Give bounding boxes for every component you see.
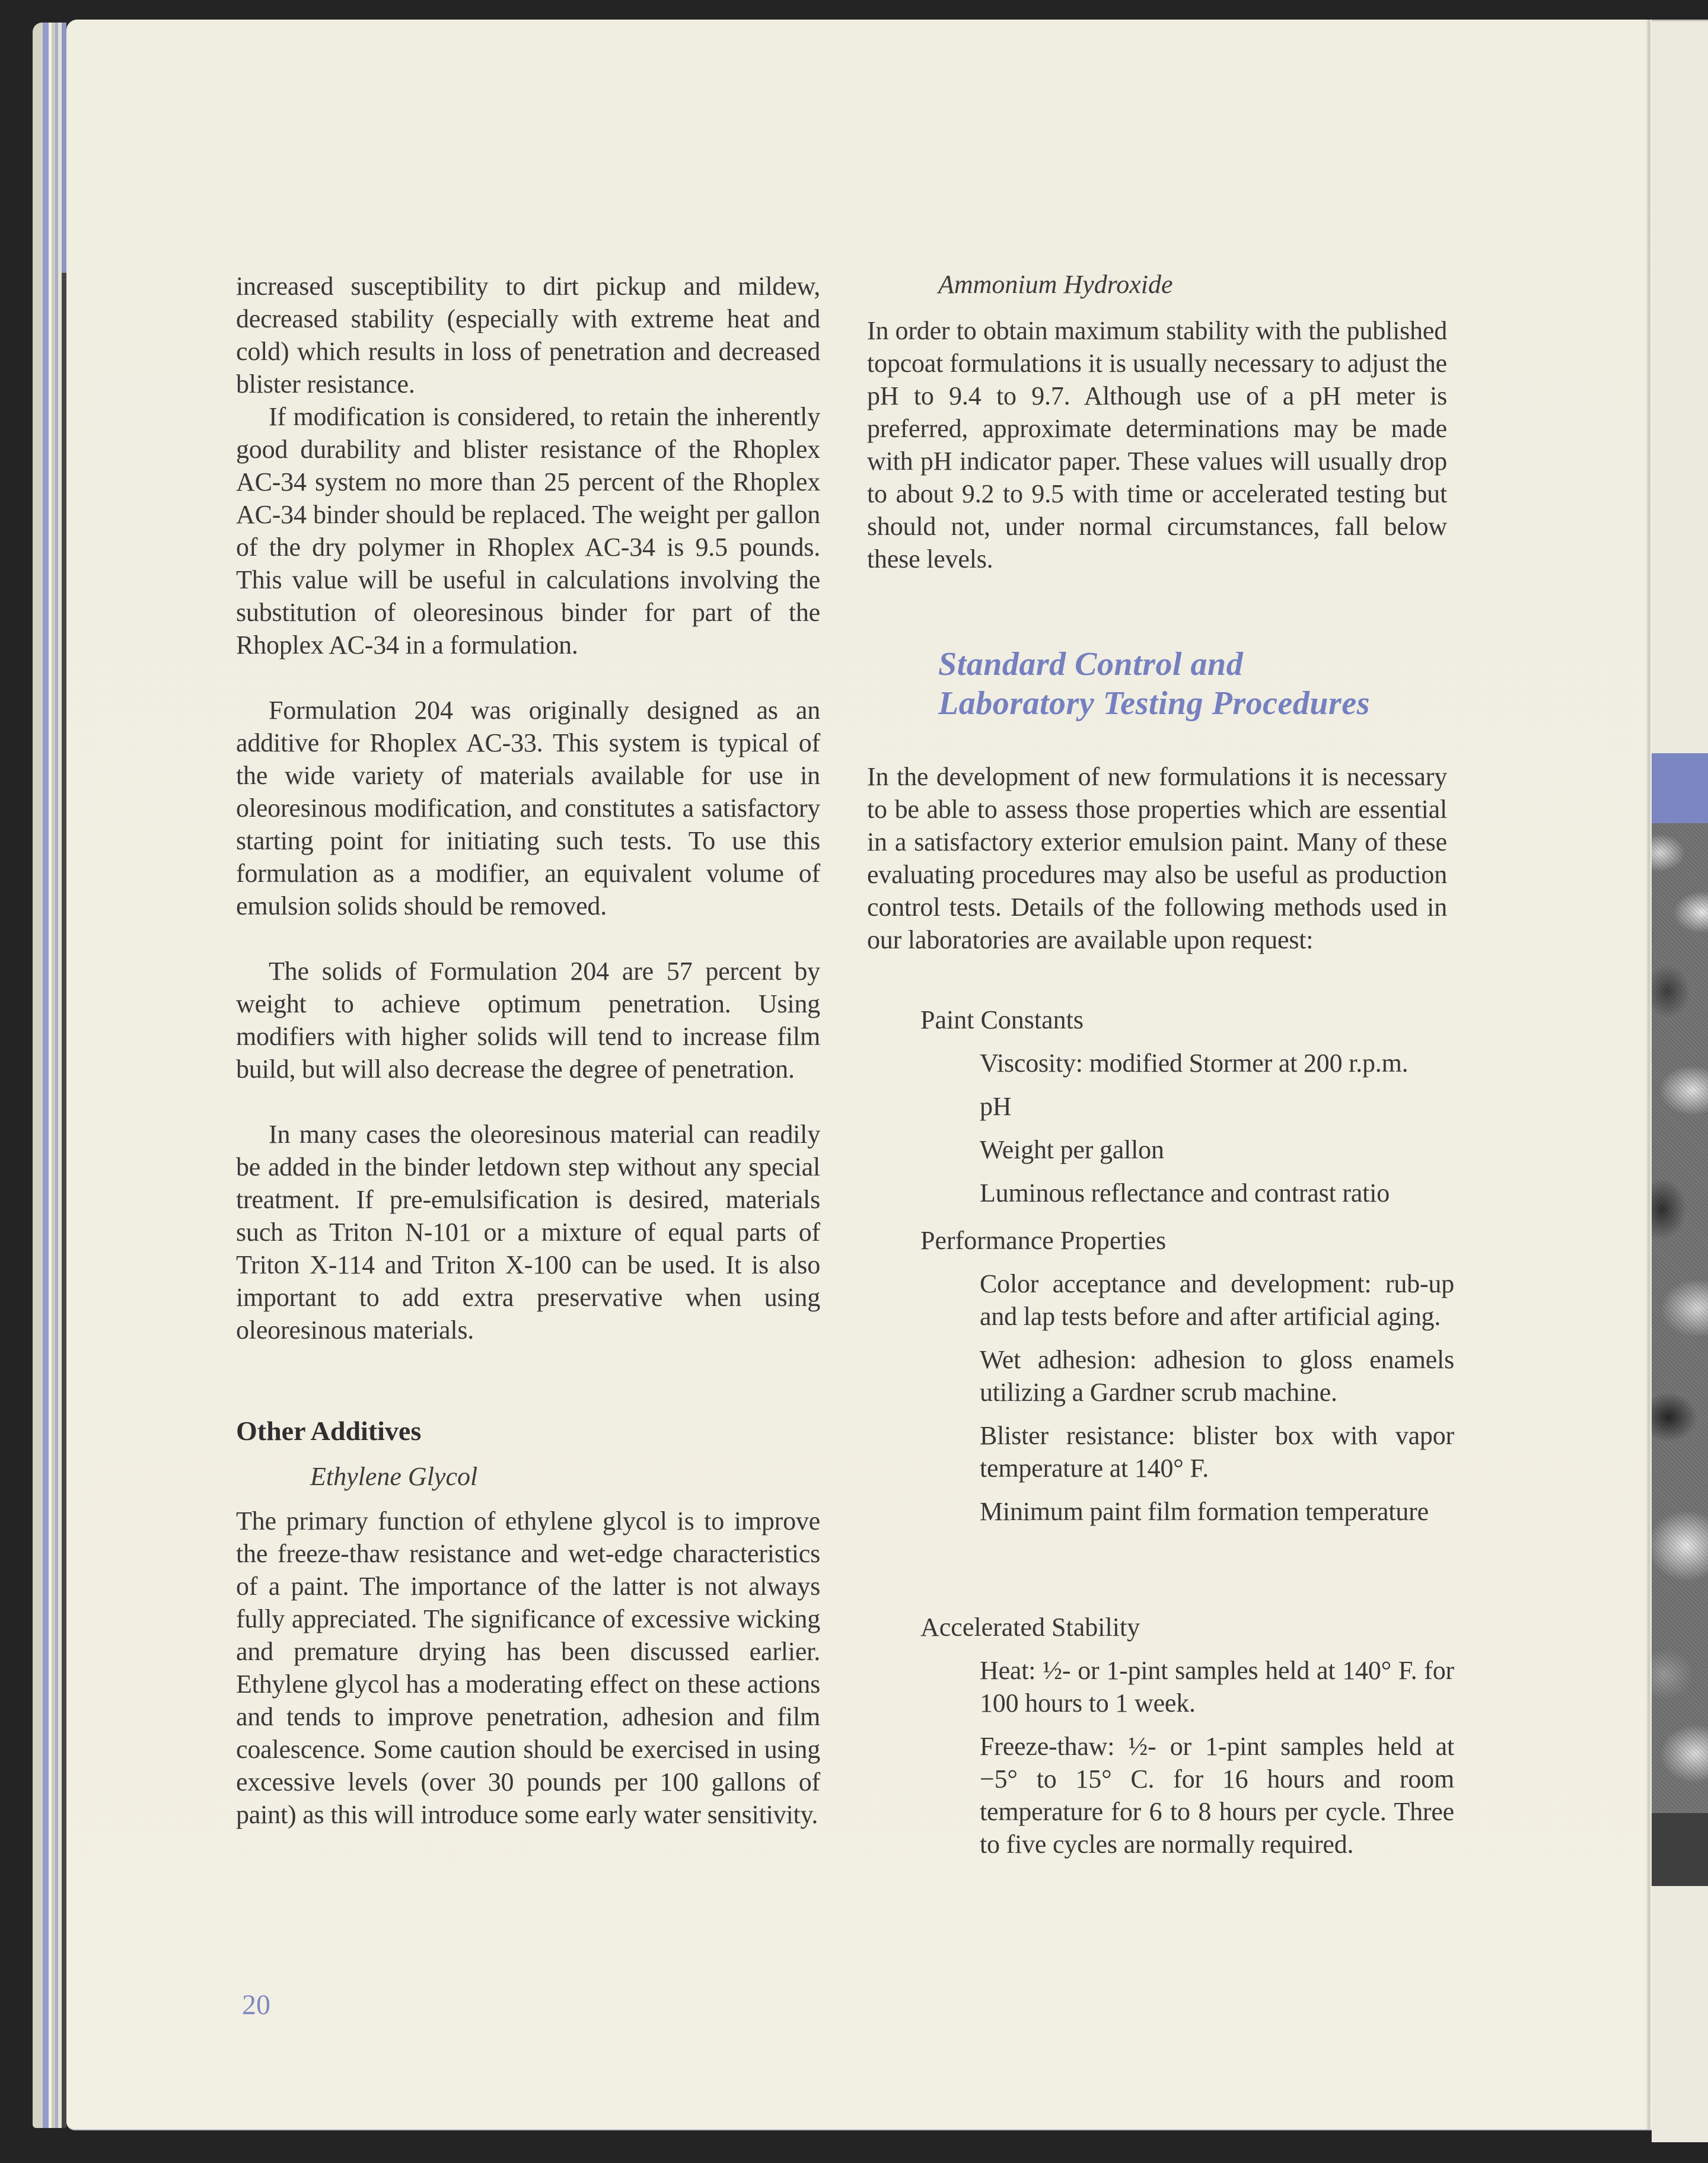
book-page xyxy=(66,20,1652,2130)
list-section-title: Accelerated Stability xyxy=(920,1613,1140,1642)
list-item: Luminous reflectance and contrast ratio xyxy=(980,1178,1390,1208)
list-item: pH xyxy=(980,1092,1012,1121)
next-page-dark-band xyxy=(1652,1813,1708,1886)
blue-section-heading-line1: Standard Control and xyxy=(938,646,1244,683)
paragraph: If modification is considered, to retain the inherently good durability and blister resistance of the Rhoplex AC-34 system no more than 25 percent of the Rhoplex AC-34 binder should be replaced. The weight per gallon of the dry polymer in Rhoplex AC-34 is 9.5 pounds. This value will be useful in calculations involving the substitution of oleoresinous binder for part of the Rhoplex AC-34 in a formulation. xyxy=(236,402,820,660)
list-item: Viscosity: modified Stormer at 200 r.p.m. xyxy=(980,1049,1409,1078)
right-column xyxy=(867,20,1454,2129)
paragraph: In many cases the oleoresinous material can readily be added in the binder letdown step without any special treatment. If pre-emulsification is desired, materials such as Triton N-101 or a mixture of equal parts of Triton X-114 and Triton X-100 can be used. It is also important to add extra preservative when using oleoresinous materials. xyxy=(236,1120,820,1345)
page-edge-stripe xyxy=(33,23,43,2128)
next-page-edge xyxy=(1652,20,1708,2142)
subheading-ammonium-hydroxide: Ammonium Hydroxide xyxy=(938,270,1173,299)
paragraph: increased susceptibility to dirt pickup and mildew, decreased stability (especially with extreme heat and cold) which results in loss of penetration and decreased blister resistance. xyxy=(236,272,820,399)
list-section-title: Performance Properties xyxy=(920,1226,1167,1255)
paragraph: The primary function of ethylene glycol is to improve the freeze-thaw resistance and wet-edge characteristics of a paint. The importance of the latter is not always fully appreciated. The significance of excessive wicking and premature drying has been discussed earlier. Ethylene glycol has a moderating effect on these actions and tends to improve penetration, adhesion and film coalescence. Some caution should be exercised in using excessive levels (over 30 pounds per 100 gallons of paint) as this will introduce some early water sensitivity. xyxy=(236,1506,820,1829)
list-item: Wet adhesion: adhesion to gloss enamels utilizing a Gardner scrub machine. xyxy=(980,1345,1454,1407)
list-item: Blister resistance: blister box with vapor temperature at 140° F. xyxy=(980,1421,1454,1483)
section-heading-other-additives: Other Additives xyxy=(236,1416,422,1446)
page-edge-stripe-photo xyxy=(62,23,66,2128)
page-edge-stripe-blue xyxy=(43,23,49,2128)
left-page-edges xyxy=(33,23,66,2128)
paragraph: The solids of Formulation 204 are 57 percent by weight to achieve optimum penetration. Using modifiers with higher solids will tend to increase film build, but will also decrease the degree of penetration. xyxy=(236,957,820,1084)
next-page-blue-band xyxy=(1652,753,1708,823)
list-section-paint-constants xyxy=(867,1004,1409,1220)
next-page-photo-strip xyxy=(1652,823,1708,1813)
list-item: Weight per gallon xyxy=(980,1135,1164,1164)
paragraph: Formulation 204 was originally designed as an additive for Rhoplex AC-33. This system is typical of the wide variety of materials available for use in oleoresinous modification, and constitutes a satisfactory starting point for initiating such tests. To use this formulation as a modifier, an equivalent volume of emulsion solids should be removed. xyxy=(236,696,820,920)
list-item: Color acceptance and development: rub-up and lap tests before and after artificial aging. xyxy=(980,1269,1454,1331)
paragraph: In order to obtain maximum stability with the published topcoat formulations it is usually necessary to adjust the pH to 9.4 to 9.7. Although use of a pH meter is preferred, approximate determinations may be made with pH indicator paper. These values will usually drop to about 9.2 to 9.5 with time or accelerated testing but should not, under normal circumstances, fall below these levels. xyxy=(867,316,1447,574)
page-crease xyxy=(1646,20,1652,2129)
list-section-title: Paint Constants xyxy=(920,1005,1084,1034)
subheading-ethylene-glycol: Ethylene Glycol xyxy=(310,1462,478,1491)
list-item: Minimum paint film formation temperature xyxy=(980,1497,1429,1526)
list-item: Freeze-thaw: ½- or 1-pint samples held at −5° to 15° C. for 16 hours and room temperature for 6 to 8 hours per cycle. Three to five cycles are normally required. xyxy=(980,1732,1454,1859)
page-number: 20 xyxy=(242,1989,270,2021)
left-column xyxy=(236,20,820,2129)
blue-section-heading-line2: Laboratory Testing Procedures xyxy=(938,685,1370,722)
list-section-accelerated-stability xyxy=(867,1611,1454,1871)
list-section-performance-properties xyxy=(867,1224,1454,1538)
list-item: Heat: ½- or 1-pint samples held at 140° F. for 100 hours to 1 week. xyxy=(980,1656,1454,1718)
paragraph: In the development of new formulations it is necessary to be able to assess those properties which are essential in a satisfactory exterior emulsion paint. Many of these evaluating procedures may also be useful as production control tests. Details of the following methods used in our laboratories are available upon request: xyxy=(867,762,1447,954)
